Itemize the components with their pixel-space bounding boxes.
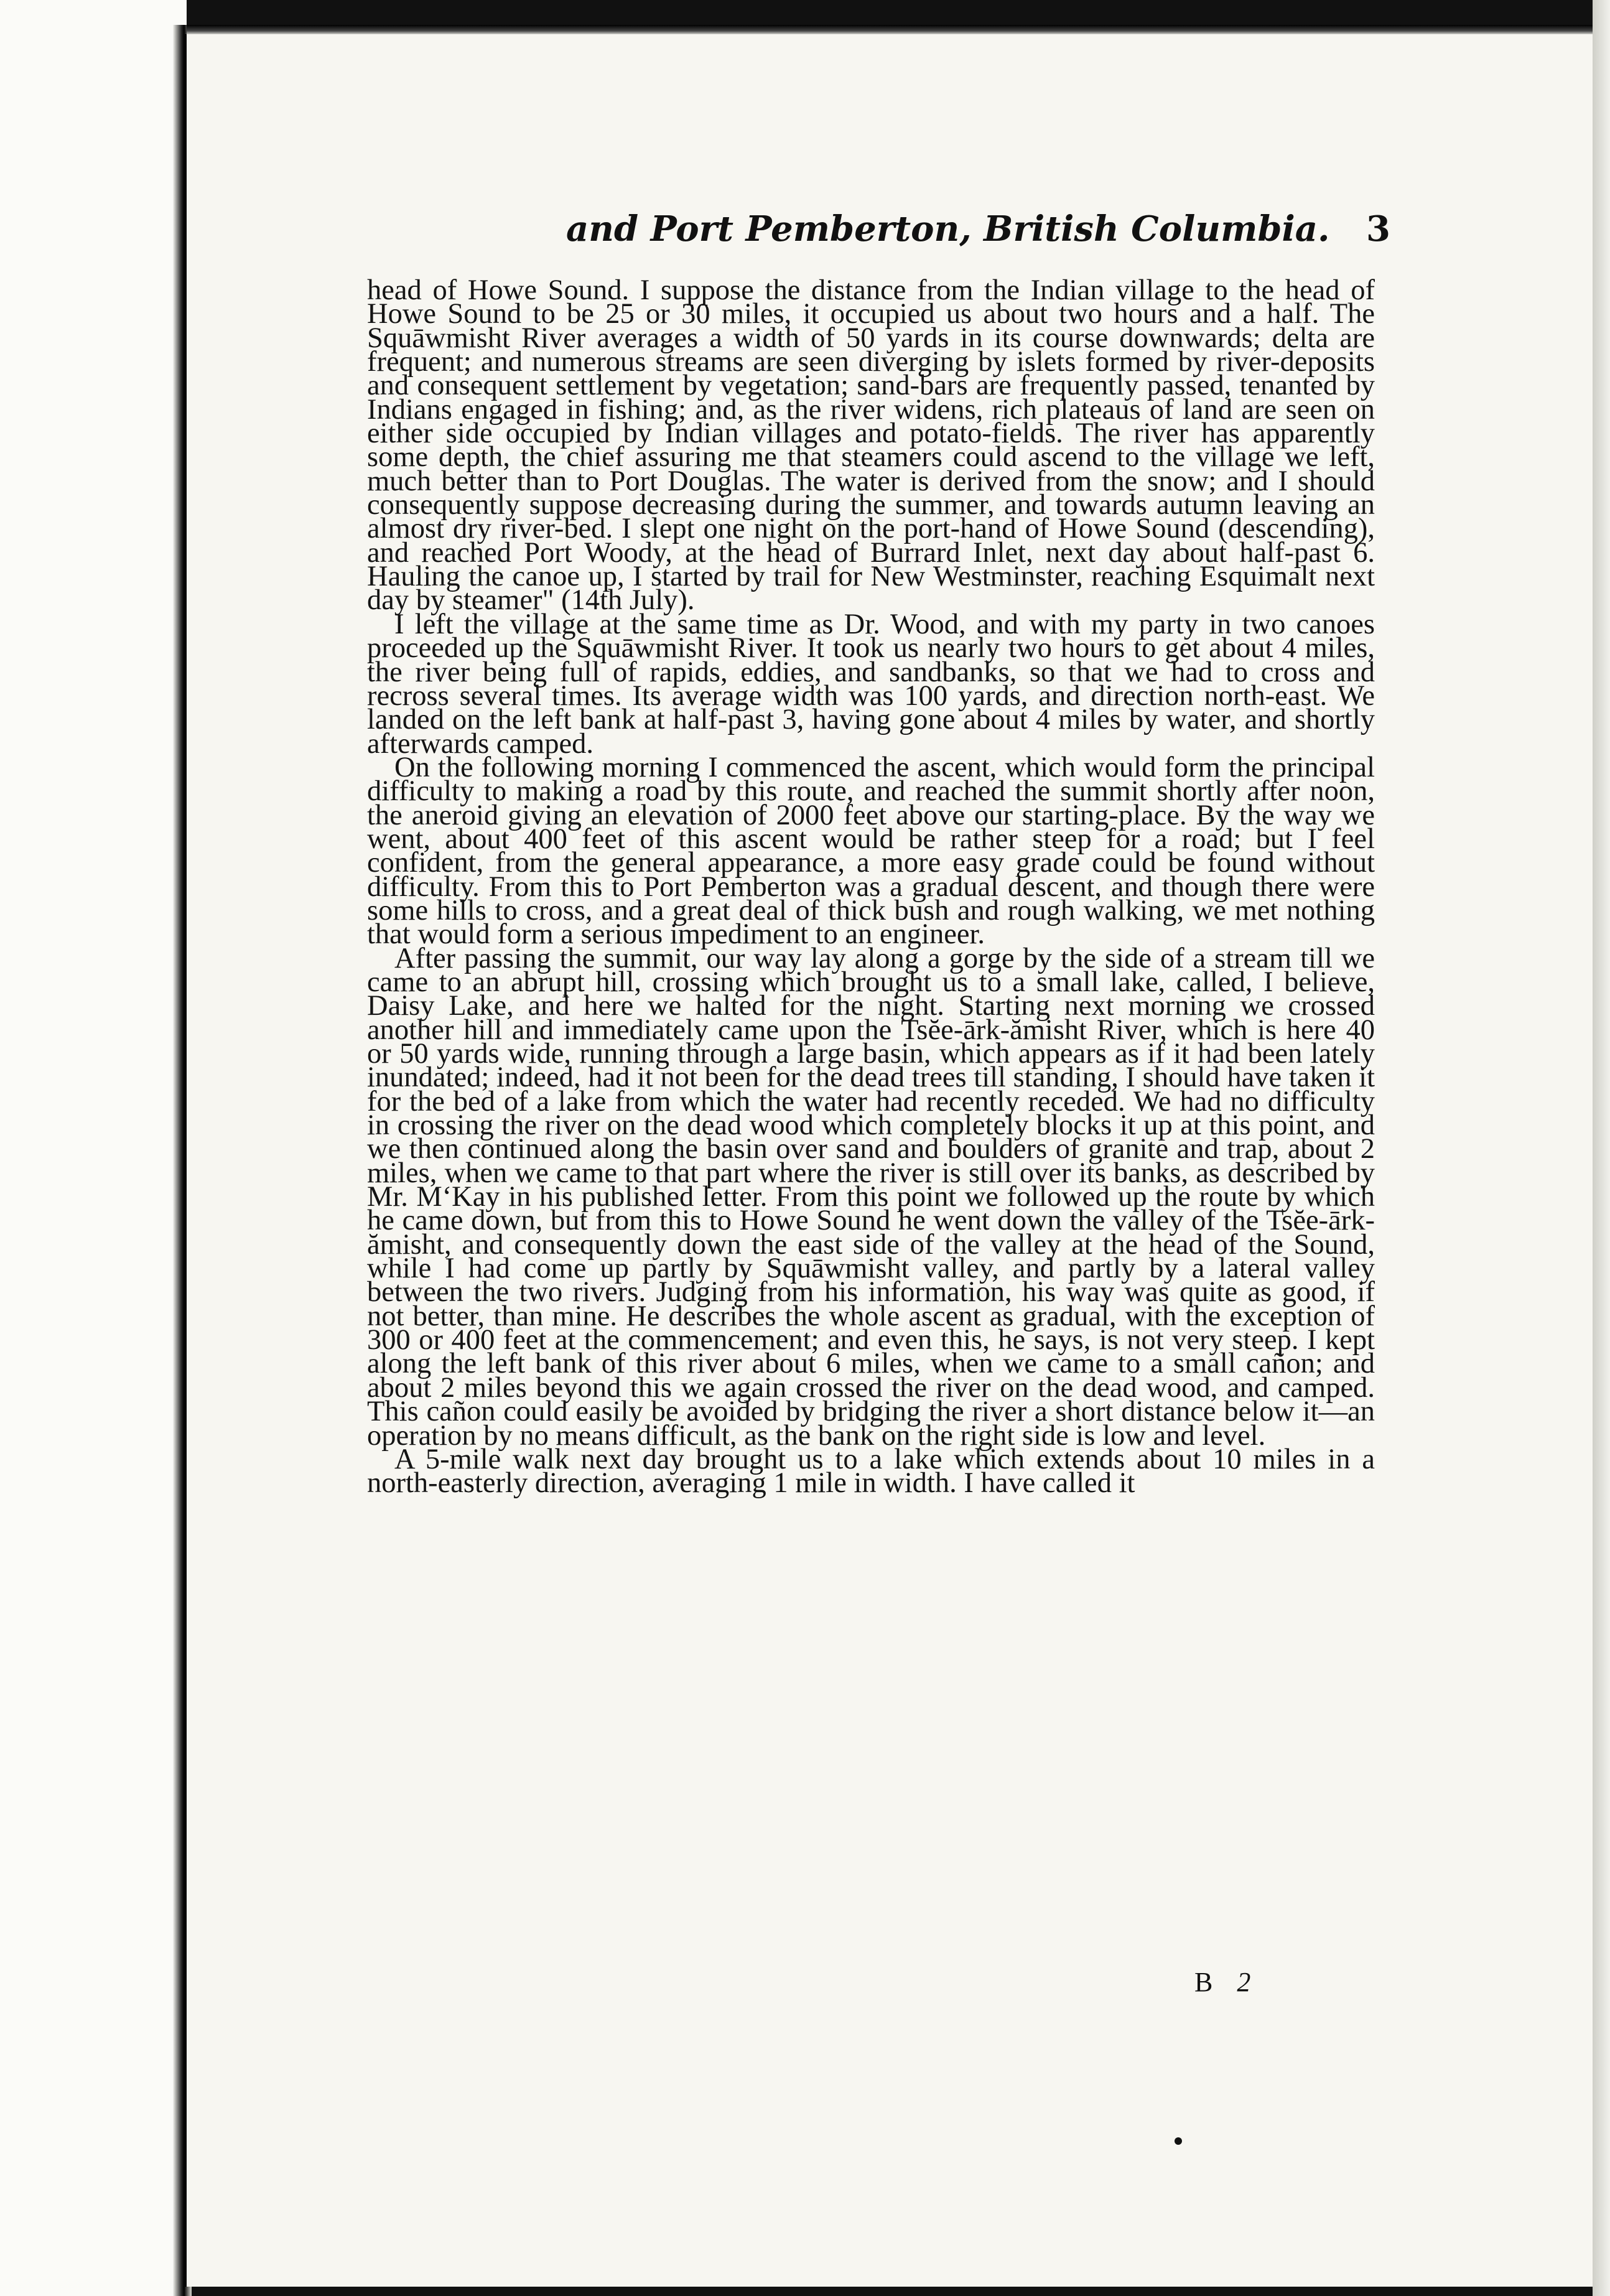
paragraph-5: A 5-mile walk next day brought us to a lake which extends about 10 miles in a north-easterly direction, averaging 1 mile in width. I have called it [367, 1443, 1375, 1500]
paragraph-1: head of Howe Sound. I suppose the distance from the Indian village to the head of Howe Sound to be 25 or 30 miles, it occupied us about two hours and a half. The Squāwmisht River averages a width of 50 yards in its course downwards; delta are frequent; and numerous streams are seen diverging by islets formed by river-deposits and consequent settlement by vegetation; sand-bars are frequently passed, tenanted by Indians engaged in fishing; and, as the river widens, rich plateaus of land are seen on either side occupied by Indian villages and potato-fields. The river has apparently some depth, the chief assuring me that steamers could ascend to the village we left, much better than to Port Douglas. The water is derived from the snow; and I should consequently suppose decreasing during the summer, and towards autumn leaving an almost dry river-bed. I slept one night on the port-hand of Howe Sound (descending), and reached Port Woody, at the head of Burrard Inlet, next day about half-past 6. Hauling the canoe up, I started by trail for New Westminster, reaching Esquimalt next day by steamer" (14th July). [367, 274, 1375, 617]
paragraph-4: After passing the summit, our way lay along a gorge by the side of a stream till we came to an abrupt hill, crossing which brought us to a small lake, called, I believe, Daisy Lake, and here we halted for the night. Starting next morning we crossed another hill and immediately came upon the Tsĕe-ārk-ămisht River, which is here 40 or 50 yards wide, running through a large basin, which appears as if it had been lately inundated; indeed, had it not been for the dead trees till standing, I should have taken it for the bed of a lake from which the water had recently receded. We had no difficulty in crossing the river on the dead wood which completely blocks it up at this point, and we then continued along the basin over sand and boulders of granite and trap, about 2 miles, when we came to that part where the river is still over its banks, as described by Mr. M‘Kay in his published letter. From this point we followed up the route by which he came down, but from this to Howe Sound he went down the valley of the Tsĕe-ārk-ămisht, and consequently down the east side of the valley at the head of the Sound, while I had come up partly by Squāwmisht valley, and partly by a lateral valley between the two rivers. Judging from his information, his way was quite as good, if not better, than mine. He describes the whole ascent as gradual, with the exception of 300 or 400 feet at the commencement; and even this, he says, is not very steep. I kept along the left bank of this river about 6 miles, when we came to a small cañon; and about 2 miles beyond this we again crossed the river on the dead wood, and camped. This cañon could easily be avoided by bridging the river a short distance below it—an operation by no means difficult, as the bank on the right side is low and level. [367, 942, 1375, 1452]
running-header: and Port Pemberton, British Columbia. [566, 208, 1330, 250]
paragraph-2: I left the village at the same time as Dr. Wood, and with my party in two canoes proceeded up the Squāwmisht River. It took us nearly two hours to get about 4 miles, the river being full of rapids, eddies, and sandbanks, so that we had to cross and recross several times. Its average width was 100 yards, and direction north-east. We landed on the left bank at half-past 3, having gone about 4 miles by water, and shortly afterwards camped. [367, 608, 1375, 760]
signature-mark [1194, 1966, 1259, 1998]
page-number: 3 [1366, 208, 1390, 250]
page-top-edge [187, 25, 1593, 35]
signature-number: 2 [1237, 1967, 1260, 1997]
body-text [367, 274, 1375, 1500]
signature-letter: B [1194, 1967, 1222, 1997]
page-right-edge [1593, 0, 1610, 2296]
facing-page-margin [0, 0, 187, 2296]
ink-dot [1175, 2137, 1182, 2145]
paragraph-3: On the following morning I commenced the ascent, which would form the principal difficulty to making a road by this route, and reached the summit shortly after noon, the aneroid giving an elevation of 2000 feet above our starting-place. By the way we went, about 400 feet of this ascent would be rather steep for a road; but I feel confident, from the general appearance, a more easy grade could be found without difficulty. From this to Port Pemberton was a gradual descent, and though there were some hills to cross, and a great deal of thick bush and rough walking, we met nothing that would form a serious impediment to an engineer. [367, 751, 1375, 951]
